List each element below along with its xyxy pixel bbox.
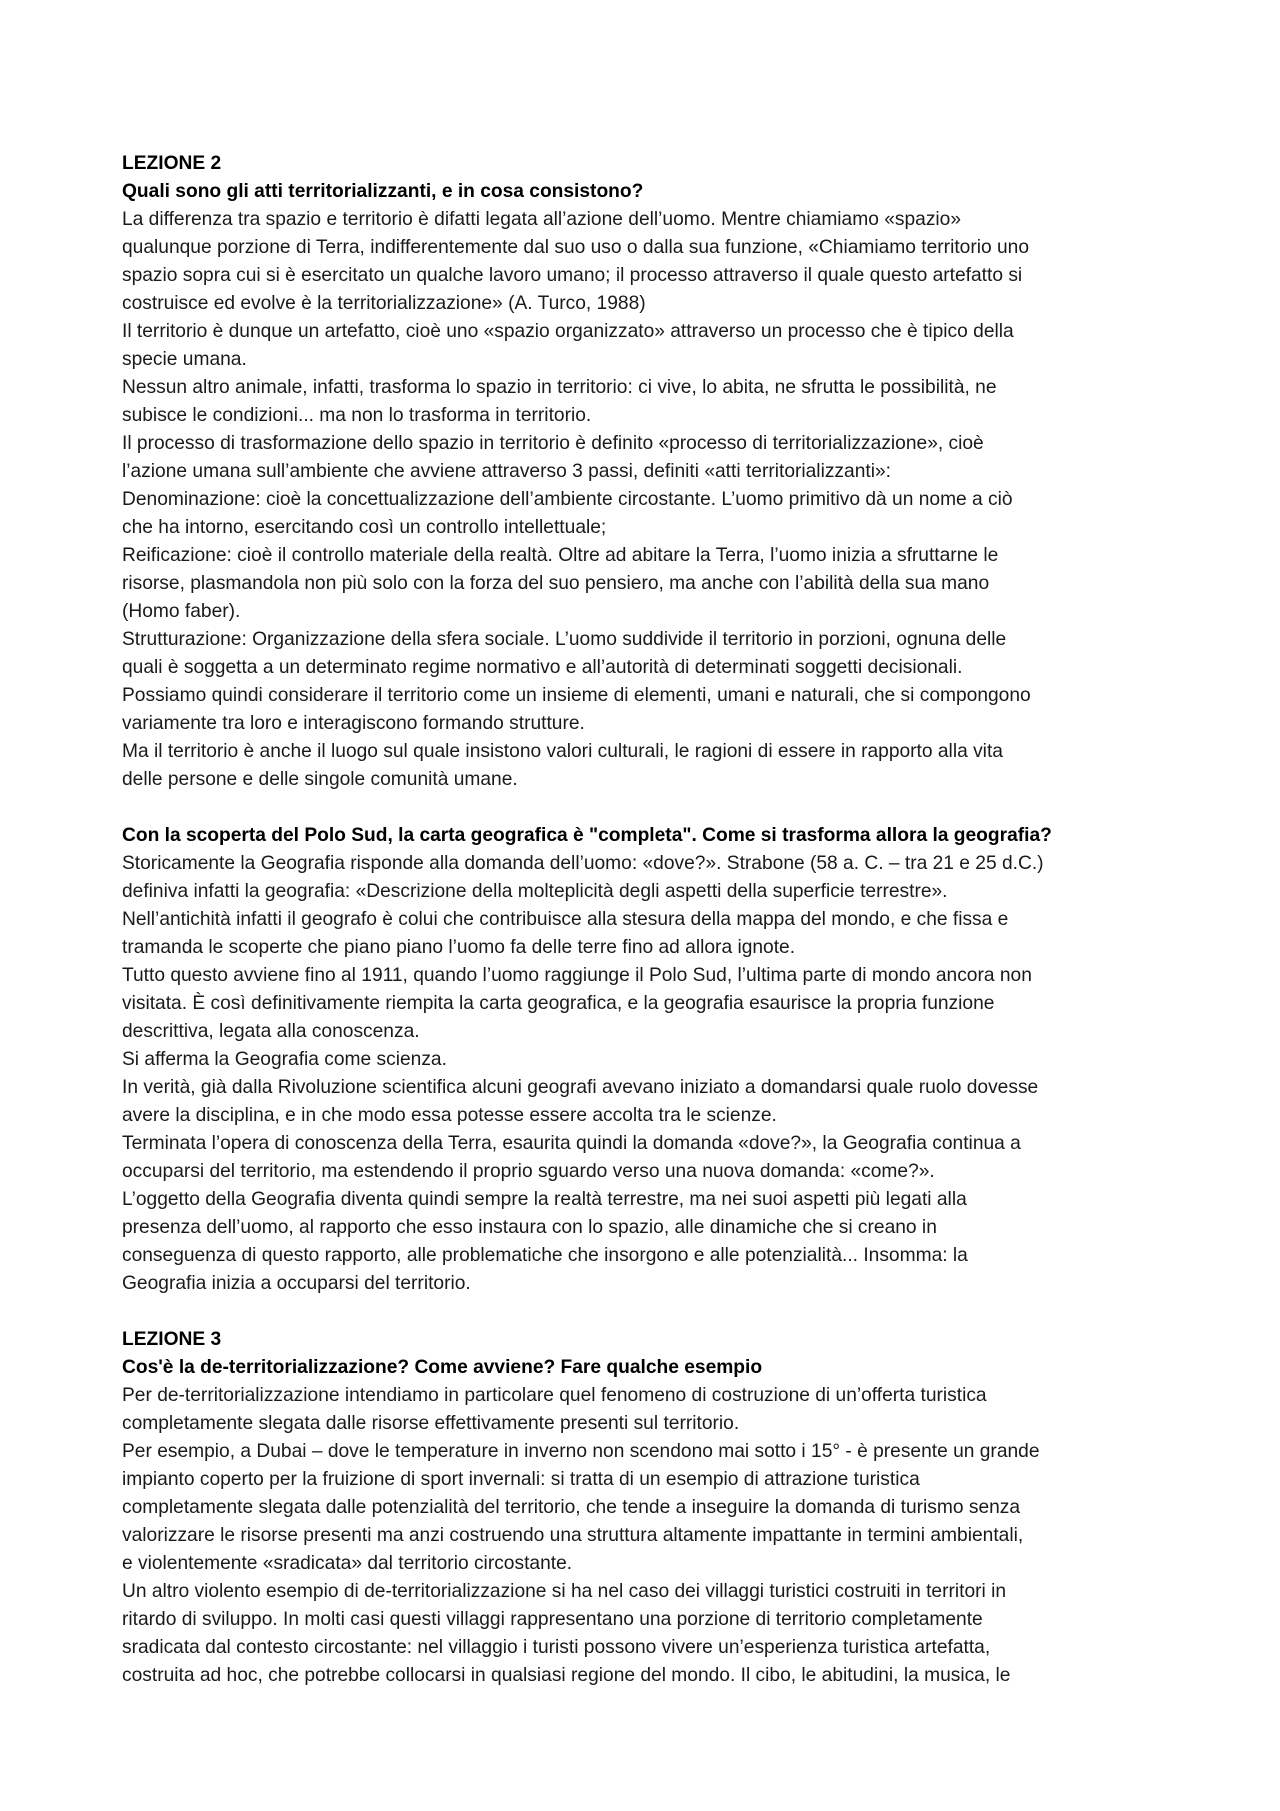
text-line: Il territorio è dunque un artefatto, cioè uno «spazio organizzato» attraverso un processo che è tipico della	[122, 321, 1014, 342]
answer-polo-sud	[122, 850, 1172, 1298]
text-line: Si afferma la Geografia come scienza.	[122, 1049, 447, 1070]
text-line: qualunque porzione di Terra, indifferentemente dal suo uso o dalla sua funzione, «Chiamiamo territorio uno	[122, 237, 1030, 258]
text-line: subisce le condizioni... ma non lo trasforma in territorio.	[122, 405, 592, 426]
question-de-territorializzazione: Cos'è la de-territorializzazione? Come avviene? Fare qualche esempio	[122, 1357, 763, 1378]
text-line: visitata. È così definitivamente riempita la carta geografica, e la geografia esaurisce la propria funzione	[122, 993, 995, 1014]
text-line: Possiamo quindi considerare il territorio come un insieme di elementi, umani e naturali, che si compongono	[122, 685, 1031, 706]
text-line: Denominazione: cioè la concettualizzazione dell’ambiente circostante. L’uomo primitivo dà un nome a ciò	[122, 489, 1013, 510]
text-line: e violentemente «sradicata» dal territorio circostante.	[122, 1553, 573, 1574]
text-line: Terminata l’opera di conoscenza della Terra, esaurita quindi la domanda «dove?», la Geografia continua a	[122, 1133, 1021, 1154]
text-line: completamente slegata dalle risorse effettivamente presenti sul territorio.	[122, 1413, 740, 1434]
text-line: che ha intorno, esercitando così un controllo intellettuale;	[122, 517, 607, 538]
text-line: presenza dell’uomo, al rapporto che esso instaura con lo spazio, alle dinamiche che si creano in	[122, 1217, 937, 1238]
text-line: occuparsi del territorio, ma estendendo il proprio sguardo verso una nuova domanda: «come?».	[122, 1161, 935, 1182]
text-line: Nessun altro animale, infatti, trasforma lo spazio in territorio: ci vive, lo abita, ne sfrutta le possibilità, ne	[122, 377, 997, 398]
text-line: risorse, plasmandola non più solo con la forza del suo pensiero, ma anche con l’abilità della sua mano	[122, 573, 990, 594]
text-line: Il processo di trasformazione dello spazio in territorio è definito «processo di territorializzazione», cioè	[122, 433, 984, 454]
text-line: conseguenza di questo rapporto, alle problematiche che insorgono e alle potenzialità... Insomma: la	[122, 1245, 968, 1266]
text-line: impianto coperto per la fruizione di sport invernali: si tratta di un esempio di attrazione turistica	[122, 1469, 920, 1490]
text-line: (Homo faber).	[122, 601, 241, 622]
text-line: costruisce ed evolve è la territorializzazione» (A. Turco, 1988)	[122, 293, 646, 314]
text-line: Tutto questo avviene fino al 1911, quando l’uomo raggiunge il Polo Sud, l’ultima parte di mondo ancora non	[122, 965, 1032, 986]
text-line: Per esempio, a Dubai – dove le temperature in inverno non scendono mai sotto i 15° - è presente un grande	[122, 1441, 1040, 1462]
text-line: l’azione umana sull’ambiente che avviene attraverso 3 passi, definiti «atti territorializzanti»:	[122, 461, 891, 482]
text-line: Ma il territorio è anche il luogo sul quale insistono valori culturali, le ragioni di essere in rapporto alla vita	[122, 741, 1003, 762]
text-line: descrittiva, legata alla conoscenza.	[122, 1021, 420, 1042]
answer-atti-territorializzanti	[122, 206, 1172, 794]
text-line: variamente tra loro e interagiscono formando strutture.	[122, 713, 585, 734]
text-line: completamente slegata dalle potenzialità del territorio, che tende a inseguire la domanda di turismo senza	[122, 1497, 1021, 1518]
lesson-2-heading: LEZIONE 2	[122, 153, 222, 174]
text-line: costruita ad hoc, che potrebbe collocarsi in qualsiasi regione del mondo. Il cibo, le abitudini, la musica, le	[122, 1665, 1011, 1686]
answer-de-territorializzazione	[122, 1382, 1172, 1690]
text-line: L’oggetto della Geografia diventa quindi sempre la realtà terrestre, ma nei suoi aspetti più legati alla	[122, 1189, 967, 1210]
text-line: Nell’antichità infatti il geografo è colui che contribuisce alla stesura della mappa del mondo, e che fissa e	[122, 909, 1009, 930]
text-line: Un altro violento esempio di de-territorializzazione si ha nel caso dei villaggi turistici costruiti in territori in	[122, 1581, 1007, 1602]
text-line: delle persone e delle singole comunità umane.	[122, 769, 518, 790]
text-line: Strutturazione: Organizzazione della sfera sociale. L’uomo suddivide il territorio in porzioni, ognuna delle	[122, 629, 1007, 650]
text-line: La differenza tra spazio e territorio è difatti legata all’azione dell’uomo. Mentre chiamiamo «spazio»	[122, 209, 962, 230]
text-line: spazio sopra cui si è esercitato un qualche lavoro umano; il processo attraverso il quale questo artefatto si	[122, 265, 1023, 286]
text-line: Geografia inizia a occuparsi del territorio.	[122, 1273, 471, 1294]
text-line: Storicamente la Geografia risponde alla domanda dell’uomo: «dove?». Strabone (58 a. C. – tra 21 e 25 d.C.)	[122, 853, 1044, 874]
text-line: definiva infatti la geografia: «Descrizione della molteplicità degli aspetti della superficie terrestre».	[122, 881, 948, 902]
text-line: ritardo di sviluppo. In molti casi questi villaggi rappresentano una porzione di territorio completamente	[122, 1609, 983, 1630]
text-line: quali è soggetta a un determinato regime normativo e all’autorità di determinati soggetti decisionali.	[122, 657, 963, 678]
text-line: valorizzare le risorse presenti ma anzi costruendo una struttura altamente impattante in termini ambientali,	[122, 1525, 1024, 1546]
text-line: In verità, già dalla Rivoluzione scientifica alcuni geografi avevano iniziato a domandarsi quale ruolo dovesse	[122, 1077, 1039, 1098]
question-atti-territorializzanti: Quali sono gli atti territorializzanti, e in cosa consistono?	[122, 181, 644, 202]
document-body	[122, 150, 1172, 1690]
text-line: avere la disciplina, e in che modo essa potesse essere accolta tra le scienze.	[122, 1105, 777, 1126]
question-polo-sud: Con la scoperta del Polo Sud, la carta geografica è "completa". Come si trasforma allora la geografia?	[122, 825, 1052, 846]
text-line: tramanda le scoperte che piano piano l’uomo fa delle terre fino ad allora ignote.	[122, 937, 796, 958]
text-line: sradicata dal contesto circostante: nel villaggio i turisti possono vivere un’esperienza turistica artefatta,	[122, 1637, 991, 1658]
lesson-3-heading: LEZIONE 3	[122, 1329, 222, 1350]
text-line: Per de-territorializzazione intendiamo in particolare quel fenomeno di costruzione di un’offerta turistica	[122, 1385, 987, 1406]
text-line: Reificazione: cioè il controllo materiale della realtà. Oltre ad abitare la Terra, l’uomo inizia a sfruttarne le	[122, 545, 999, 566]
text-line: specie umana.	[122, 349, 247, 370]
paragraph-spacer	[122, 794, 1172, 822]
paragraph-spacer	[122, 1298, 1172, 1326]
